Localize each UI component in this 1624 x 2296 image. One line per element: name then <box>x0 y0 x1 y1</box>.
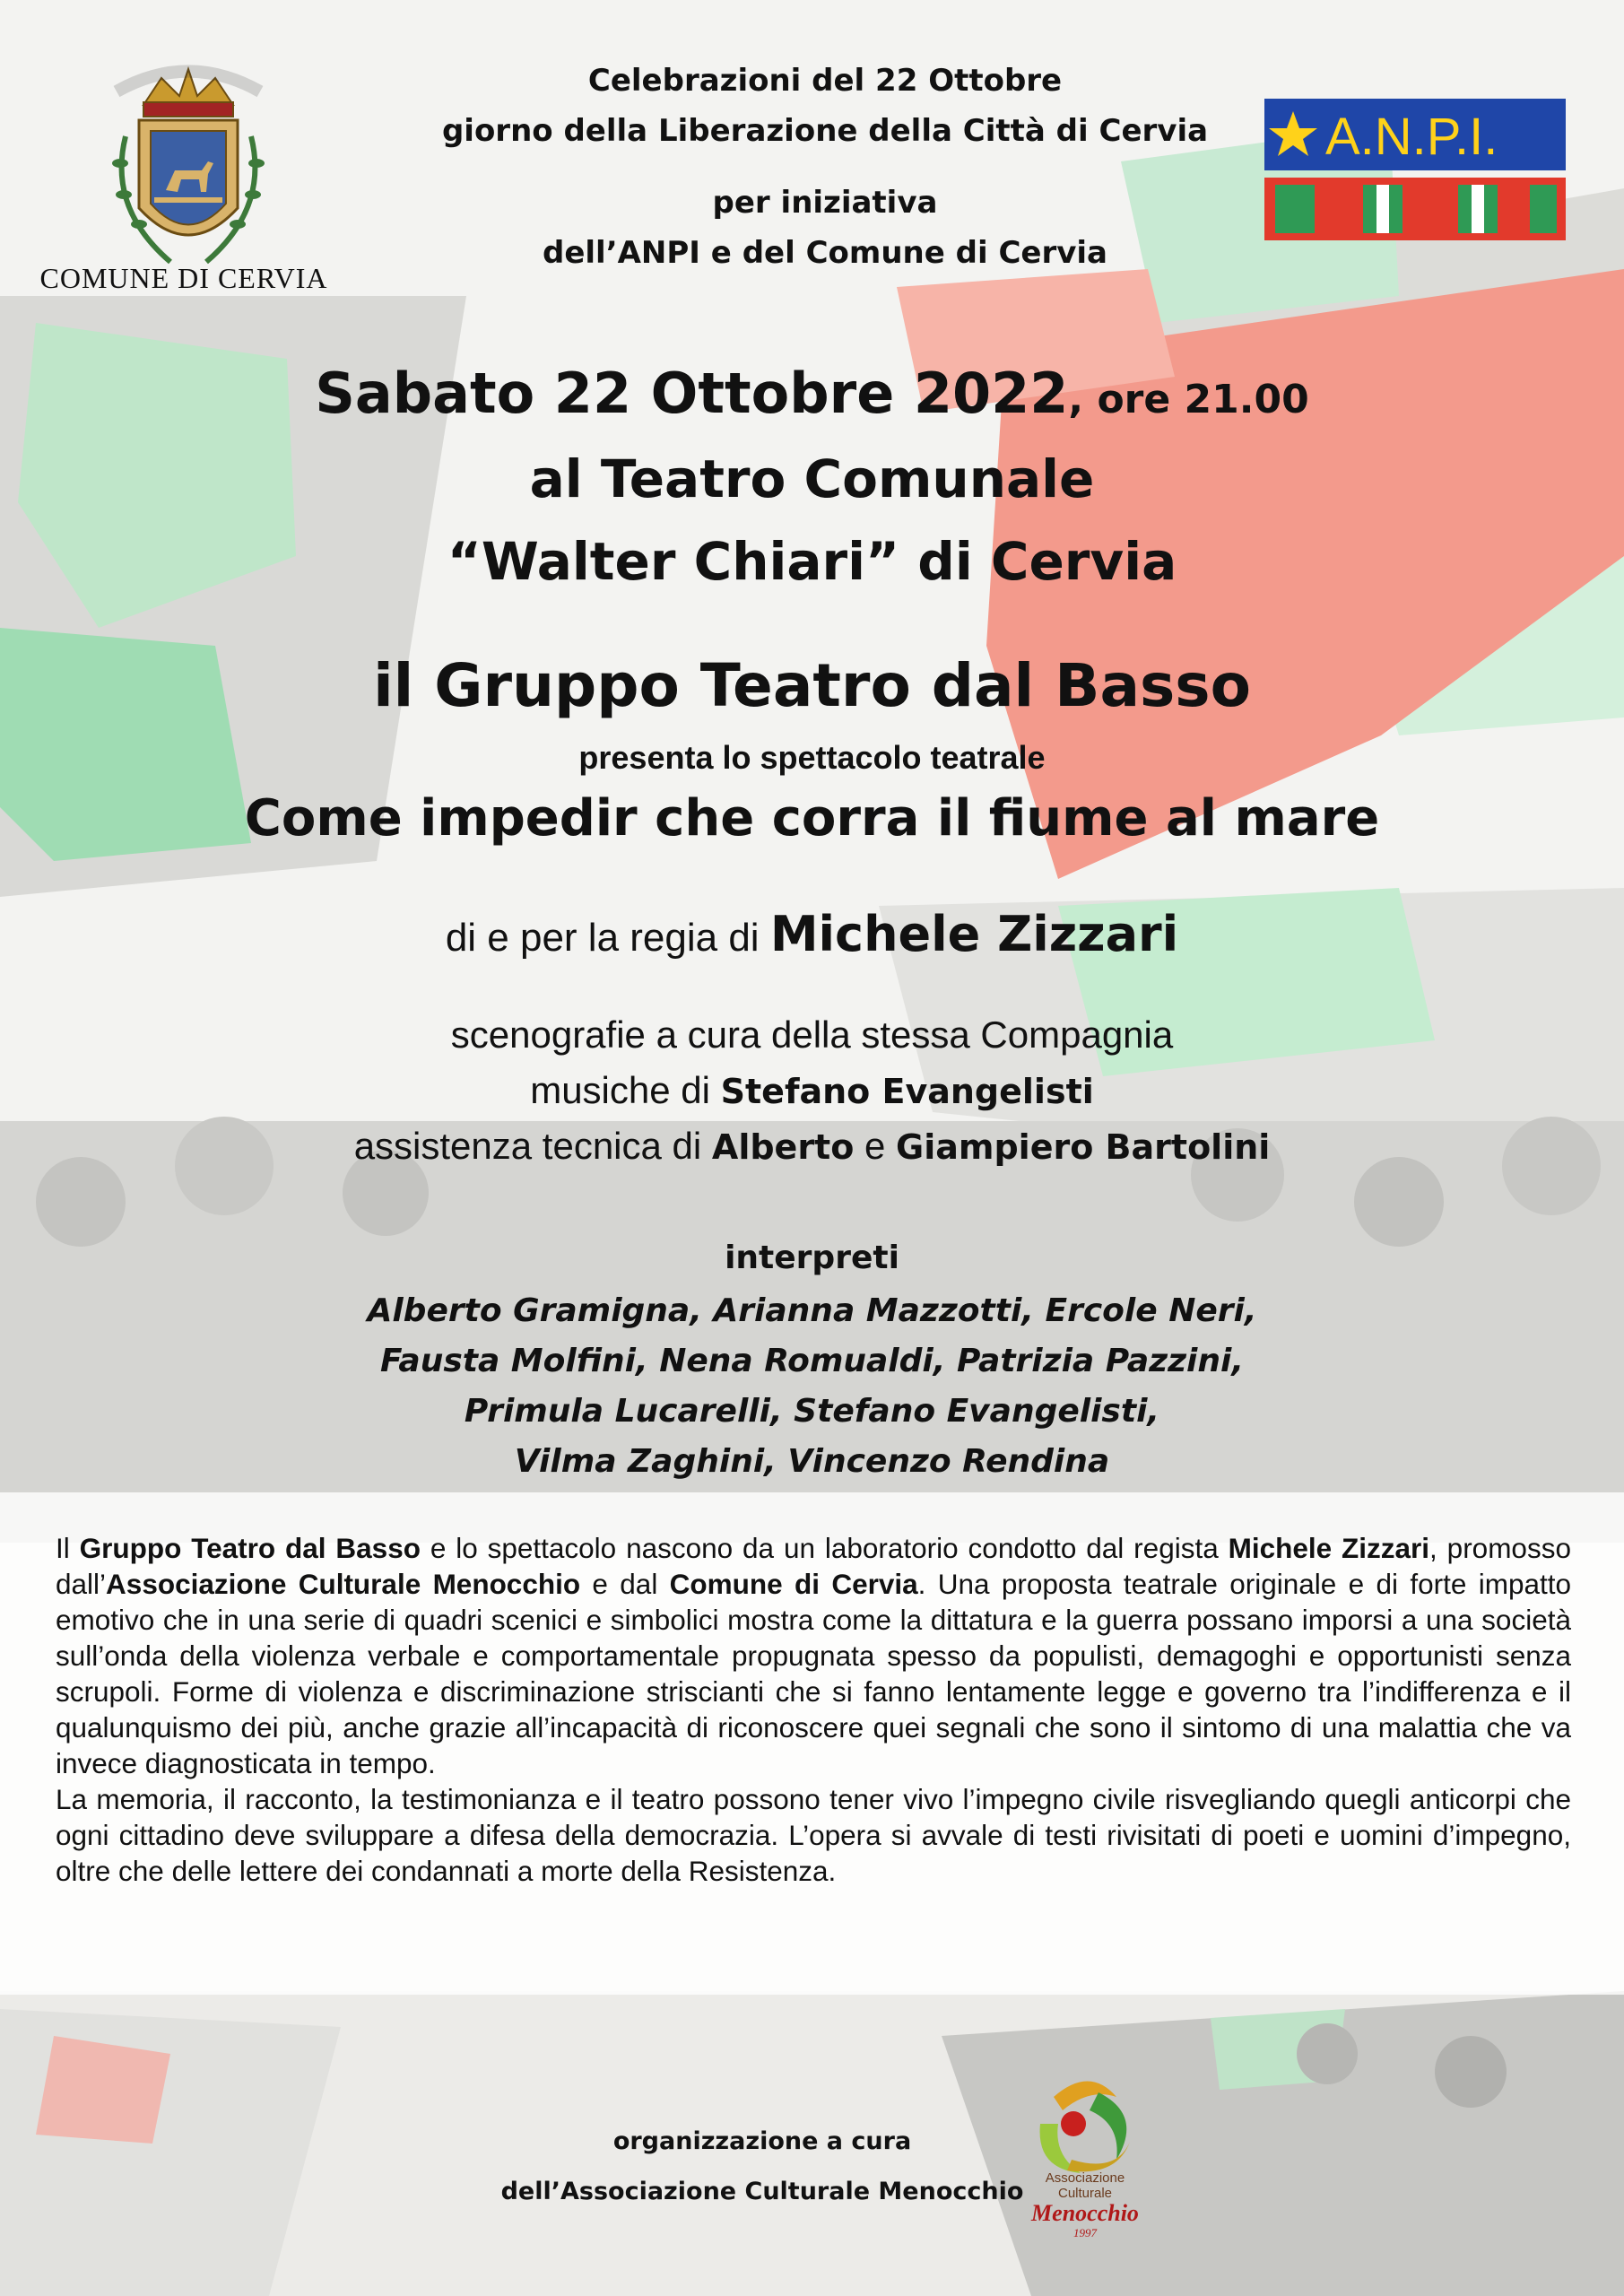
footer-line-1: organizzazione a cura <box>612 2127 912 2155</box>
event-date-line <box>0 361 1624 426</box>
tech-name-2: Giampiero Bartolini <box>896 1127 1271 1167</box>
footer-organization <box>466 2117 1058 2217</box>
header-text <box>377 56 1273 278</box>
tech-name-1: Alberto <box>711 1127 855 1167</box>
show-title: Come impedir che corra il fiume al mare <box>244 789 1380 848</box>
director-prefix: di e per la regia di <box>445 916 760 960</box>
cast-line: Vilma Zaghini, Vincenzo Rendina <box>514 1443 1110 1480</box>
group-name: il Gruppo Teatro dal Basso <box>373 651 1251 720</box>
description-paragraph-1 <box>56 1530 1571 1781</box>
logo-line-2: Culturale <box>1057 2186 1113 2201</box>
music-name: Stefano Evangelisti <box>720 1072 1094 1111</box>
venue-line-2: “Walter Chiari” di Cervia <box>447 531 1177 592</box>
music-credit <box>0 1069 1624 1112</box>
tech-prefix: assistenza tecnica di <box>353 1125 702 1167</box>
desc-bold: Comune di Cervia <box>669 1568 918 1600</box>
director-name: Michele Zizzari <box>769 906 1179 962</box>
menocchio-logo-text <box>1004 2170 1166 2240</box>
venue-line-1: al Teatro Comunale <box>529 448 1095 509</box>
cast-label: interpreti <box>725 1239 899 1276</box>
desc-text: e lo spettacolo nascono da un laboratorio condotto dal regista <box>420 1532 1229 1564</box>
description <box>56 1530 1571 1889</box>
cast-list <box>0 1286 1624 1487</box>
logo-year: 1997 <box>1073 2226 1097 2239</box>
header-line-3: per iniziativa <box>712 185 938 221</box>
logo-name: Menocchio <box>1031 2200 1139 2226</box>
cast-line: Fausta Molfini, Nena Romualdi, Patrizia Pazzini, <box>379 1343 1245 1379</box>
cast-line: Alberto Gramigna, Arianna Mazzotti, Ercole Neri, <box>367 1292 1257 1329</box>
cast-line: Primula Lucarelli, Stefano Evangelisti, <box>464 1393 1160 1430</box>
logo-line-1: Associazione <box>1045 2170 1125 2186</box>
header-line-4: dell’ANPI e del Comune di Cervia <box>543 235 1107 271</box>
desc-text: . Una proposta teatrale originale e di forte impatto emotivo che in una serie di quadri scenici e simbolici mostra come la dittatura e la guerra possano imporsi a una società sull’onda della violenza verbale e comportamentale propugnata spesso da populisti, demagoghi e opportunisti senza scrupoli. Forme di violenza e discriminazione striscianti che si fanno lentamente legge e governo tra l’indifferenza e il qualunquismo dei più, anche grazie all’incapacità di riconoscere quei segnali che sono il sintomo di una malattia che va invece diagnosticata in tempo. <box>56 1568 1572 1779</box>
footer-line-2: dell’Associazione Culturale Menocchio <box>500 2178 1024 2205</box>
tech-credit <box>0 1125 1624 1168</box>
header-line-1: Celebrazioni del 22 Ottobre <box>587 63 1063 99</box>
scenography-credit: scenografie a cura della stessa Compagnia <box>450 1013 1174 1056</box>
anpi-logo <box>1264 99 1566 240</box>
desc-bold: Gruppo Teatro dal Basso <box>79 1532 421 1564</box>
comune-label: COMUNE DI CERVIA <box>39 262 328 294</box>
event-date: Sabato 22 Ottobre 2022 <box>315 361 1069 426</box>
desc-bold: Associazione Culturale Menocchio <box>106 1568 581 1600</box>
tech-and: e <box>864 1125 886 1167</box>
desc-bold: Michele Zizzari <box>1228 1532 1430 1564</box>
presents-line: presenta lo spettacolo teatrale <box>578 739 1046 776</box>
description-paragraph-2: La memoria, il racconto, la testimonianza e il teatro possono tener vivo l’impegno civile risvegliando quegli anticorpi che ogni cittadino deve sviluppare a difesa della democrazia. L’opera si avvale di testi rivisitati di poeti e uomini d’impegno, oltre che delle lettere dei condannati a morte della Resistenza. <box>56 1783 1571 1887</box>
desc-text: e dal <box>580 1568 670 1600</box>
header-line-2: giorno della Liberazione della Città di Cervia <box>441 113 1209 149</box>
director-line <box>0 906 1624 962</box>
event-time: , ore 21.00 <box>1068 377 1309 422</box>
desc-text: , promosso dall’ <box>56 1532 1571 1600</box>
desc-text: Il <box>56 1532 80 1564</box>
svg-text:A.N.P.I.: A.N.P.I. <box>1325 108 1498 166</box>
music-prefix: musiche di <box>530 1069 710 1111</box>
